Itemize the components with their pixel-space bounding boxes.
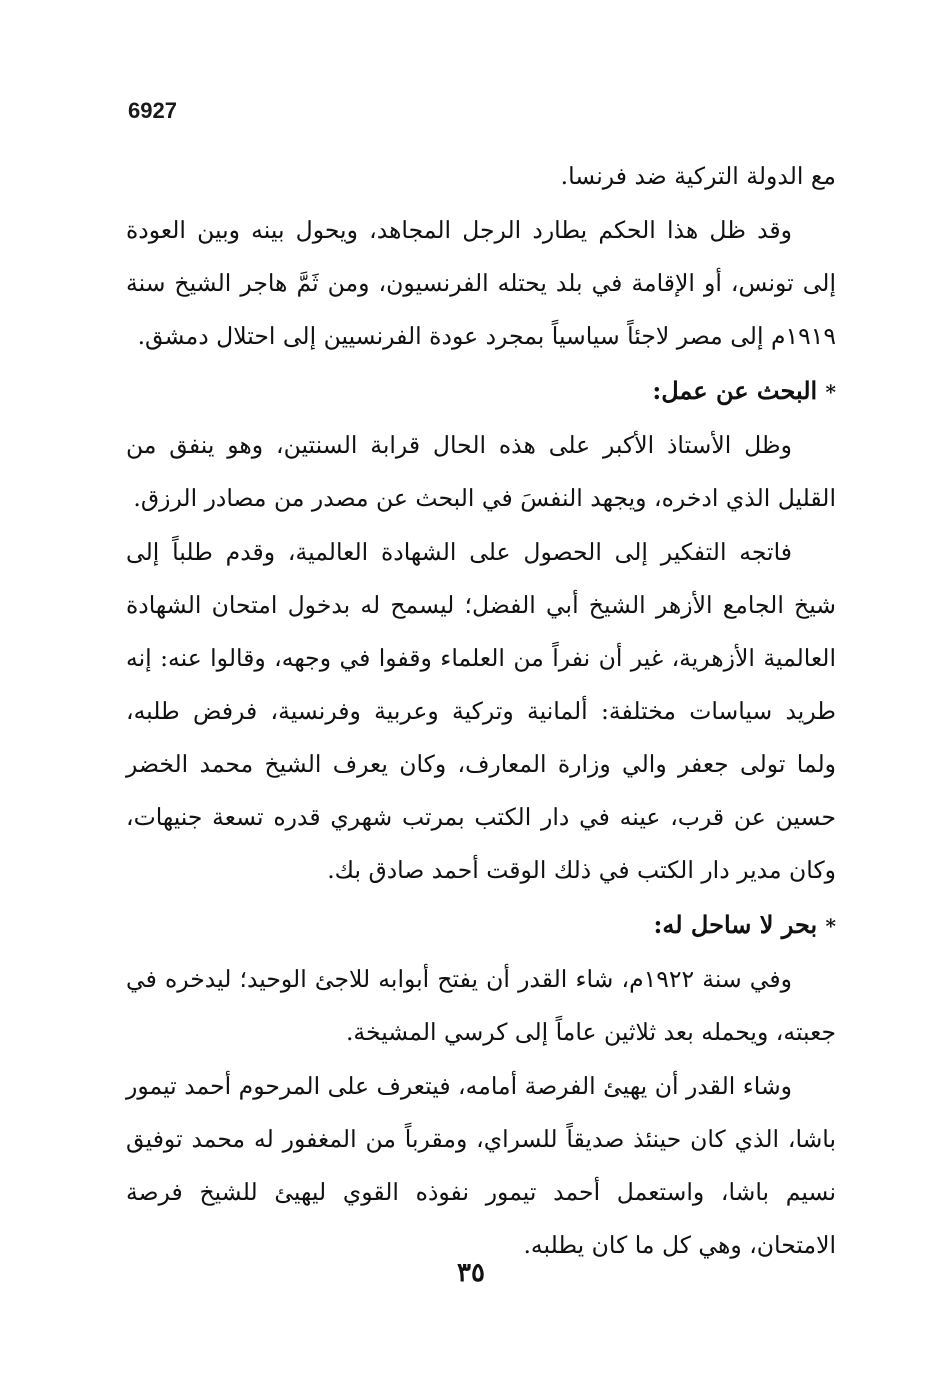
paragraph: فاتجه التفكير إلى الحصول على الشهادة العالمية، وقدم طلباً إلى شيخ الجامع الأزهر الشيخ أبي الفضل؛ ليسمح له بدخول امتحان الشهادة العالمية الأزهرية، غير أن نفراً من العلماء وقفوا في وجهه، وقالوا عنه: إنه طريد سياسات مختلفة: ألمانية وتركية وعربية وفرنسية، فرفض طلبه، ولما تولى جعفر والي وزارة المعارف، وكان يعرف الشيخ محمد الخضر حسين عن قرب، عينه في دار الكتب بمرتب شهري قدره تسعة جنيهات، وكان مدير دار الكتب في ذلك الوقت أحمد صادق بك. — [126, 538, 836, 884]
paragraph: وقد ظل هذا الحكم يطارد الرجل المجاهد، ويحول بينه وبين العودة إلى تونس، أو الإقامة في بلد يحتله الفرنسيون، ومن ثَمَّ هاجر الشيخ سنة ١٩١٩م إلى مصر لاجئاً سياسياً بمجرد عودة الفرنسيين إلى احتلال دمشق. — [126, 216, 836, 350]
paragraph-continuation: مع الدولة التركية ضد فرنسا. — [560, 162, 836, 190]
section-heading-text: بحر لا ساحل له: — [653, 910, 818, 939]
paragraph: وفي سنة ١٩٢٢م، شاء القدر أن يفتح أبوابه للاجئ الوحيد؛ ليدخره في جعبته، ويحمله بعد ثلاثين عاماً إلى كرسي المشيخة. — [126, 965, 836, 1046]
asterisk-bullet-icon: * — [825, 914, 836, 938]
page-body — [126, 150, 836, 1273]
page-number: ٣٥ — [457, 1258, 485, 1288]
paragraph: وشاء القدر أن يهيئ الفرصة أمامه، فيتعرف على المرحوم أحمد تيمور باشا، الذي كان حينئذ صديقاً للسراي، ومقرباً من المغفور له محمد توفيق نسيم باشا، واستعمل أحمد تيمور نفوذه القوي ليهيئ للشيخ فرصة الامتحان، وهي كل ما كان يطلبه. — [126, 1072, 836, 1259]
section-heading-sea — [126, 898, 836, 953]
asterisk-bullet-icon: * — [825, 380, 836, 404]
section-heading-job-search — [126, 364, 836, 419]
section-heading-text: البحث عن عمل: — [652, 376, 818, 405]
document-code: 6927 — [128, 98, 177, 123]
paragraph: وظل الأستاذ الأكبر على هذه الحال قرابة السنتين، وهو ينفق من القليل الذي ادخره، ويجهد النفسَ في البحث عن مصدر من مصادر الرزق. — [126, 431, 836, 512]
